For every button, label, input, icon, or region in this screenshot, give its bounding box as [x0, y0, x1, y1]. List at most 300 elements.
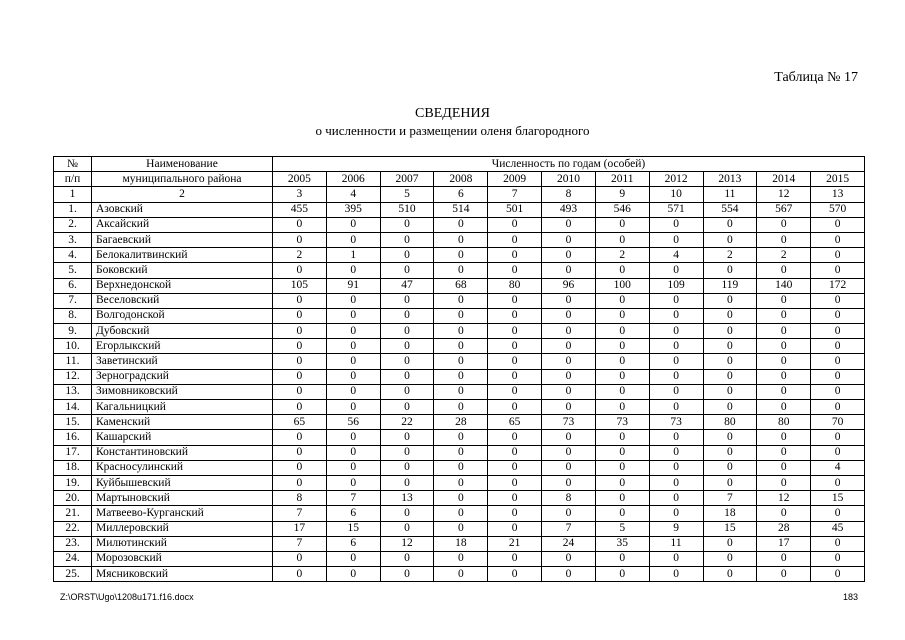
- count-cell: 510: [380, 202, 434, 217]
- count-cell: 0: [595, 400, 649, 415]
- count-cell: 0: [434, 354, 488, 369]
- count-cell: 0: [488, 384, 542, 399]
- count-cell: 0: [595, 551, 649, 566]
- count-cell: 96: [542, 278, 596, 293]
- year-header: 2012: [649, 172, 703, 187]
- count-cell: 140: [757, 278, 811, 293]
- count-cell: 0: [488, 369, 542, 384]
- count-cell: 0: [326, 354, 380, 369]
- table-row: [54, 339, 865, 354]
- count-cell: 0: [326, 430, 380, 445]
- count-cell: 0: [273, 551, 327, 566]
- count-cell: 0: [273, 354, 327, 369]
- count-cell: 0: [595, 217, 649, 232]
- count-cell: 0: [649, 506, 703, 521]
- count-cell: 0: [326, 339, 380, 354]
- year-header: 2011: [595, 172, 649, 187]
- count-cell: 0: [703, 551, 757, 566]
- document-subtitle: о численности и размещении оленя благородного: [315, 123, 590, 138]
- count-cell: 0: [434, 369, 488, 384]
- count-cell: 0: [811, 567, 865, 582]
- table-row: [54, 430, 865, 445]
- count-cell: 35: [595, 536, 649, 551]
- count-cell: 0: [488, 521, 542, 536]
- count-cell: 47: [380, 278, 434, 293]
- row-number: 6.: [54, 278, 92, 293]
- row-number: 12.: [54, 369, 92, 384]
- count-cell: 0: [811, 430, 865, 445]
- count-cell: 0: [488, 475, 542, 490]
- count-cell: 501: [488, 202, 542, 217]
- column-number: 13: [811, 187, 865, 202]
- count-cell: 2: [273, 248, 327, 263]
- count-cell: 0: [488, 567, 542, 582]
- count-cell: 0: [757, 384, 811, 399]
- year-header: 2007: [380, 172, 434, 187]
- count-cell: 0: [649, 491, 703, 506]
- count-cell: 100: [595, 278, 649, 293]
- column-number: 3: [273, 187, 327, 202]
- count-cell: 0: [434, 445, 488, 460]
- count-cell: 0: [542, 324, 596, 339]
- row-number: 16.: [54, 430, 92, 445]
- count-cell: 0: [595, 430, 649, 445]
- count-cell: 0: [273, 567, 327, 582]
- count-cell: 18: [434, 536, 488, 551]
- table-row: [54, 551, 865, 566]
- count-cell: 0: [273, 217, 327, 232]
- count-cell: 0: [273, 293, 327, 308]
- table-body: [54, 202, 865, 582]
- count-cell: 0: [649, 460, 703, 475]
- count-cell: 0: [811, 217, 865, 232]
- count-cell: 0: [757, 232, 811, 247]
- table-row: [54, 475, 865, 490]
- count-cell: 0: [488, 506, 542, 521]
- count-cell: 0: [542, 248, 596, 263]
- district-name: Зерноградский: [92, 369, 273, 384]
- count-cell: 0: [326, 551, 380, 566]
- count-cell: 119: [703, 278, 757, 293]
- count-cell: 73: [542, 415, 596, 430]
- district-name: Красносулинский: [92, 460, 273, 475]
- count-cell: 0: [488, 308, 542, 323]
- count-cell: 0: [757, 445, 811, 460]
- table-row: [54, 369, 865, 384]
- count-cell: 0: [649, 475, 703, 490]
- count-cell: 0: [595, 339, 649, 354]
- district-name: Боковский: [92, 263, 273, 278]
- count-cell: 0: [326, 460, 380, 475]
- district-name: Заветинский: [92, 354, 273, 369]
- count-cell: 0: [703, 232, 757, 247]
- count-cell: 0: [811, 324, 865, 339]
- row-number: 5.: [54, 263, 92, 278]
- count-cell: 0: [542, 217, 596, 232]
- count-cell: 0: [649, 445, 703, 460]
- column-number: 1: [54, 187, 92, 202]
- count-cell: 0: [811, 232, 865, 247]
- district-name: Кашарский: [92, 430, 273, 445]
- year-header: 2009: [488, 172, 542, 187]
- count-cell: 0: [757, 308, 811, 323]
- row-number: 25.: [54, 567, 92, 582]
- count-cell: 0: [542, 475, 596, 490]
- count-cell: 12: [757, 491, 811, 506]
- count-cell: 0: [595, 232, 649, 247]
- count-cell: 0: [488, 430, 542, 445]
- count-cell: 0: [273, 263, 327, 278]
- count-cell: 5: [595, 521, 649, 536]
- count-cell: 0: [273, 232, 327, 247]
- count-cell: 0: [488, 460, 542, 475]
- count-cell: 0: [703, 263, 757, 278]
- count-cell: 0: [380, 445, 434, 460]
- count-cell: 0: [649, 308, 703, 323]
- count-cell: 546: [595, 202, 649, 217]
- count-cell: 0: [273, 460, 327, 475]
- count-cell: 0: [649, 430, 703, 445]
- count-cell: 0: [595, 308, 649, 323]
- table-row: [54, 384, 865, 399]
- count-cell: 0: [595, 445, 649, 460]
- count-cell: 0: [542, 308, 596, 323]
- count-cell: 0: [703, 354, 757, 369]
- count-cell: 0: [649, 400, 703, 415]
- count-cell: 0: [434, 248, 488, 263]
- count-cell: 0: [488, 400, 542, 415]
- count-cell: 0: [380, 551, 434, 566]
- row-number: 17.: [54, 445, 92, 460]
- column-number: 12: [757, 187, 811, 202]
- row-number: 10.: [54, 339, 92, 354]
- count-cell: 8: [273, 491, 327, 506]
- count-cell: 0: [595, 324, 649, 339]
- count-cell: 172: [811, 278, 865, 293]
- count-cell: 0: [757, 551, 811, 566]
- year-header: 2013: [703, 172, 757, 187]
- count-cell: 0: [326, 263, 380, 278]
- count-cell: 0: [273, 324, 327, 339]
- count-cell: 0: [380, 521, 434, 536]
- count-cell: 17: [757, 536, 811, 551]
- table-row: [54, 232, 865, 247]
- column-number: 8: [542, 187, 596, 202]
- count-cell: 7: [273, 536, 327, 551]
- column-number-row: [54, 187, 865, 202]
- count-cell: 0: [488, 293, 542, 308]
- count-cell: 0: [434, 339, 488, 354]
- table-row: [54, 217, 865, 232]
- count-cell: 0: [380, 475, 434, 490]
- count-cell: 0: [380, 217, 434, 232]
- count-cell: 0: [811, 354, 865, 369]
- count-cell: 514: [434, 202, 488, 217]
- count-cell: 0: [703, 567, 757, 582]
- count-cell: 0: [811, 400, 865, 415]
- count-cell: 91: [326, 278, 380, 293]
- count-cell: 0: [757, 475, 811, 490]
- count-cell: 80: [488, 278, 542, 293]
- count-cell: 8: [542, 491, 596, 506]
- district-name: Константиновский: [92, 445, 273, 460]
- district-name: Аксайский: [92, 217, 273, 232]
- count-cell: 0: [488, 232, 542, 247]
- count-cell: 0: [542, 232, 596, 247]
- count-cell: 0: [488, 248, 542, 263]
- count-cell: 0: [811, 339, 865, 354]
- count-cell: 0: [757, 567, 811, 582]
- count-cell: 0: [380, 354, 434, 369]
- count-cell: 0: [811, 384, 865, 399]
- year-header: 2010: [542, 172, 596, 187]
- count-cell: 0: [703, 369, 757, 384]
- district-name: Миллеровский: [92, 521, 273, 536]
- table-row: [54, 308, 865, 323]
- count-cell: 0: [380, 324, 434, 339]
- table-number-label: Таблица № 17: [774, 70, 858, 85]
- column-number: 9: [595, 187, 649, 202]
- column-number: 4: [326, 187, 380, 202]
- count-cell: 0: [434, 232, 488, 247]
- count-cell: 0: [811, 308, 865, 323]
- count-cell: 0: [649, 369, 703, 384]
- count-cell: 0: [811, 369, 865, 384]
- district-name: Зимовниковский: [92, 384, 273, 399]
- count-cell: 0: [326, 293, 380, 308]
- row-number: 23.: [54, 536, 92, 551]
- header-years-group: Численность по годам (особей): [273, 157, 865, 172]
- count-cell: 0: [811, 293, 865, 308]
- count-cell: 0: [757, 460, 811, 475]
- header-name-line2: муниципального района: [92, 172, 273, 187]
- count-cell: 0: [326, 308, 380, 323]
- count-cell: 0: [434, 460, 488, 475]
- count-cell: 0: [380, 506, 434, 521]
- count-cell: 7: [326, 491, 380, 506]
- count-cell: 0: [542, 293, 596, 308]
- count-cell: 73: [649, 415, 703, 430]
- count-cell: 0: [326, 567, 380, 582]
- count-cell: 0: [434, 506, 488, 521]
- table-row: [54, 278, 865, 293]
- count-cell: 554: [703, 202, 757, 217]
- count-cell: 0: [434, 384, 488, 399]
- count-cell: 0: [649, 293, 703, 308]
- count-cell: 0: [380, 460, 434, 475]
- count-cell: 0: [649, 567, 703, 582]
- count-cell: 2: [757, 248, 811, 263]
- year-header: 2008: [434, 172, 488, 187]
- row-number: 14.: [54, 400, 92, 415]
- count-cell: 22: [380, 415, 434, 430]
- district-name: Мясниковский: [92, 567, 273, 582]
- table-row: [54, 491, 865, 506]
- count-cell: 0: [703, 339, 757, 354]
- count-cell: 0: [757, 217, 811, 232]
- count-cell: 0: [811, 248, 865, 263]
- count-cell: 6: [326, 506, 380, 521]
- count-cell: 493: [542, 202, 596, 217]
- document-title: СВЕДЕНИЯ: [415, 106, 490, 121]
- row-number: 7.: [54, 293, 92, 308]
- district-name: Верхнедонской: [92, 278, 273, 293]
- count-cell: 0: [649, 217, 703, 232]
- table-row: [54, 324, 865, 339]
- count-cell: 0: [273, 339, 327, 354]
- row-number: 8.: [54, 308, 92, 323]
- district-name: Кагальницкий: [92, 400, 273, 415]
- count-cell: 0: [380, 248, 434, 263]
- header-name-line1: Наименование: [92, 157, 273, 172]
- row-number: 21.: [54, 506, 92, 521]
- count-cell: 0: [703, 217, 757, 232]
- count-cell: 0: [595, 460, 649, 475]
- count-cell: 0: [326, 217, 380, 232]
- count-cell: 80: [757, 415, 811, 430]
- count-cell: 0: [757, 324, 811, 339]
- count-cell: 2: [595, 248, 649, 263]
- count-cell: 0: [649, 339, 703, 354]
- page-number: 183: [842, 592, 858, 602]
- count-cell: 0: [811, 551, 865, 566]
- count-cell: 0: [380, 384, 434, 399]
- count-cell: 24: [542, 536, 596, 551]
- count-cell: 7: [273, 506, 327, 521]
- count-cell: 0: [703, 293, 757, 308]
- count-cell: 0: [488, 354, 542, 369]
- count-cell: 0: [273, 475, 327, 490]
- count-cell: 0: [326, 384, 380, 399]
- count-cell: 65: [273, 415, 327, 430]
- header-row-2: [54, 172, 865, 187]
- column-number: 5: [380, 187, 434, 202]
- row-number: 19.: [54, 475, 92, 490]
- district-name: Куйбышевский: [92, 475, 273, 490]
- count-cell: 17: [273, 521, 327, 536]
- district-name: Милютинский: [92, 536, 273, 551]
- district-name: Мартыновский: [92, 491, 273, 506]
- count-cell: 0: [273, 430, 327, 445]
- count-cell: 0: [811, 263, 865, 278]
- count-cell: 0: [649, 263, 703, 278]
- row-number: 24.: [54, 551, 92, 566]
- table-row: [54, 521, 865, 536]
- count-cell: 0: [380, 308, 434, 323]
- column-number: 10: [649, 187, 703, 202]
- year-header: 2015: [811, 172, 865, 187]
- count-cell: 455: [273, 202, 327, 217]
- count-cell: 0: [542, 354, 596, 369]
- count-cell: 12: [380, 536, 434, 551]
- district-name: Веселовский: [92, 293, 273, 308]
- row-number: 2.: [54, 217, 92, 232]
- count-cell: 0: [595, 354, 649, 369]
- count-cell: 0: [542, 460, 596, 475]
- count-cell: 0: [649, 324, 703, 339]
- year-header: 2014: [757, 172, 811, 187]
- table-row: [54, 506, 865, 521]
- count-cell: 0: [757, 354, 811, 369]
- column-number: 7: [488, 187, 542, 202]
- count-cell: 0: [434, 491, 488, 506]
- count-cell: 0: [595, 384, 649, 399]
- count-cell: 45: [811, 521, 865, 536]
- column-number: 2: [92, 187, 273, 202]
- count-cell: 0: [542, 339, 596, 354]
- count-cell: 28: [757, 521, 811, 536]
- count-cell: 0: [811, 445, 865, 460]
- row-number: 3.: [54, 232, 92, 247]
- district-name: Матвеево-Курганский: [92, 506, 273, 521]
- count-cell: 0: [488, 445, 542, 460]
- count-cell: 0: [380, 430, 434, 445]
- footer-file-path: Z:\ORST\Ugo\1208u171.f16.docx: [60, 592, 194, 602]
- table-row: [54, 354, 865, 369]
- district-name: Белокалитвинский: [92, 248, 273, 263]
- count-cell: 109: [649, 278, 703, 293]
- table-row: [54, 567, 865, 582]
- count-cell: 80: [703, 415, 757, 430]
- row-number: 9.: [54, 324, 92, 339]
- count-cell: 0: [595, 369, 649, 384]
- count-cell: 7: [542, 521, 596, 536]
- table-row: [54, 400, 865, 415]
- district-name: Азовский: [92, 202, 273, 217]
- count-cell: 70: [811, 415, 865, 430]
- table-row: [54, 460, 865, 475]
- count-cell: 0: [542, 400, 596, 415]
- count-cell: 15: [703, 521, 757, 536]
- row-number: 20.: [54, 491, 92, 506]
- count-cell: 0: [488, 217, 542, 232]
- count-cell: 0: [380, 263, 434, 278]
- count-cell: 56: [326, 415, 380, 430]
- header-row-1: [54, 157, 865, 172]
- count-cell: 0: [703, 384, 757, 399]
- district-name: Морозовский: [92, 551, 273, 566]
- count-cell: 13: [380, 491, 434, 506]
- district-name: Волгодонской: [92, 308, 273, 323]
- count-cell: 0: [434, 521, 488, 536]
- count-cell: 0: [595, 475, 649, 490]
- table-row: [54, 445, 865, 460]
- count-cell: 0: [703, 460, 757, 475]
- count-cell: 105: [273, 278, 327, 293]
- count-cell: 0: [434, 475, 488, 490]
- count-cell: 0: [380, 339, 434, 354]
- count-cell: 0: [595, 506, 649, 521]
- count-cell: 0: [595, 491, 649, 506]
- count-cell: 0: [273, 308, 327, 323]
- count-cell: 0: [434, 324, 488, 339]
- count-cell: 0: [488, 551, 542, 566]
- count-cell: 0: [273, 369, 327, 384]
- count-cell: 65: [488, 415, 542, 430]
- count-cell: 0: [649, 354, 703, 369]
- count-cell: 4: [811, 460, 865, 475]
- count-cell: 0: [326, 369, 380, 384]
- year-header: 2006: [326, 172, 380, 187]
- count-cell: 0: [595, 293, 649, 308]
- table-row: [54, 536, 865, 551]
- count-cell: 0: [649, 551, 703, 566]
- count-cell: 21: [488, 536, 542, 551]
- count-cell: 0: [273, 445, 327, 460]
- table-row: [54, 415, 865, 430]
- count-cell: 0: [757, 400, 811, 415]
- count-cell: 0: [703, 475, 757, 490]
